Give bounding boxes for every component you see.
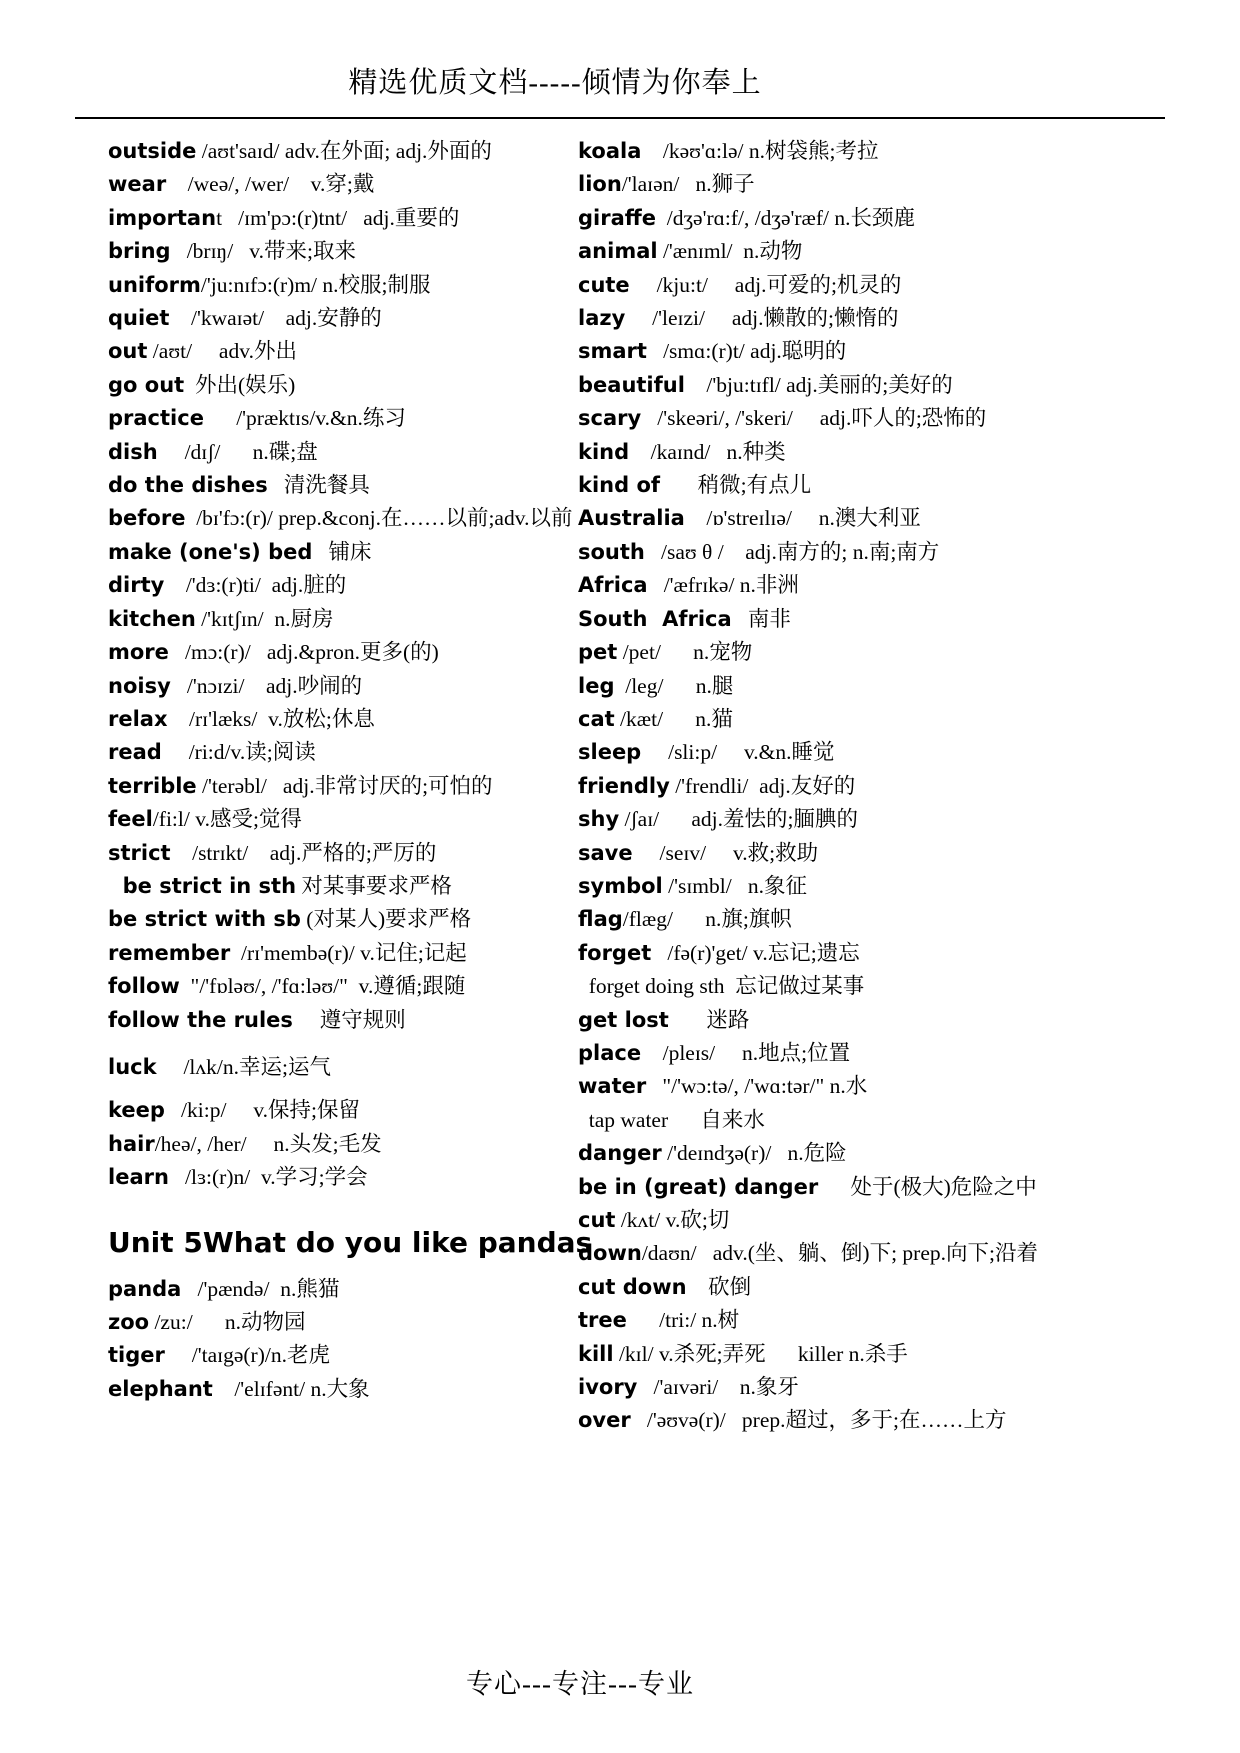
entry-word: pet	[578, 640, 618, 665]
entry-text: 砍倒	[686, 1274, 752, 1299]
entry-word: cut down	[578, 1274, 687, 1299]
vocab-entry	[108, 670, 578, 703]
entry-word: beautiful	[578, 372, 685, 397]
document-body	[0, 135, 1038, 1438]
entry-word: learn	[108, 1165, 169, 1190]
entry-word: shy	[578, 807, 620, 832]
entry-word: dirty	[108, 573, 165, 598]
entry-text: /saʊ θ / adj.南方的; n.南;南方	[644, 539, 940, 564]
vocab-entry	[108, 937, 578, 970]
vocab-entry	[578, 970, 1038, 1003]
vocab-entry	[108, 502, 578, 535]
entry-text: /strɪkt/ adj.严格的;严厉的	[170, 840, 437, 865]
vocab-entry	[108, 1004, 578, 1037]
entry-text: /pleɪs/ n.地点;位置	[641, 1040, 851, 1065]
entry-text: /'kɪtʃɪn/ n.厨房	[195, 606, 334, 631]
entry-text: /heə/, /her/ n.头发;毛发	[154, 1131, 382, 1156]
entry-word: be strict in sth	[108, 873, 297, 898]
vocab-entry	[578, 235, 1038, 268]
vocab-entry	[108, 1161, 578, 1194]
vocab-entry	[108, 803, 578, 836]
vocab-entry	[108, 1051, 578, 1084]
entry-word: dish	[108, 439, 158, 464]
entry-word: strict	[108, 840, 171, 865]
entry-text: /mɔ:(r)/ adj.&pron.更多(的)	[168, 640, 439, 665]
vocab-entry	[108, 569, 578, 602]
vocab-entry	[108, 1094, 578, 1127]
vocab-entry	[108, 536, 578, 569]
vocab-entry	[108, 703, 578, 736]
entry-word: be in (great) danger	[578, 1174, 819, 1199]
vocab-entry	[578, 436, 1038, 469]
vocab-entry	[108, 369, 578, 402]
entry-text: /'æfrɪkə/ n.非洲	[647, 573, 799, 598]
entry-text: 铺床	[312, 539, 372, 564]
entry-text: /brɪŋ/ v.带来;取来	[170, 239, 356, 264]
entry-text: /'deɪndʒə(r)/ n.危险	[661, 1141, 847, 1166]
entry-word: cut	[578, 1208, 616, 1232]
entry-text: /'taɪgə(r)/n.老虎	[164, 1343, 330, 1368]
vocab-entry	[108, 1306, 578, 1339]
entry-word: relax	[108, 706, 168, 731]
vocab-entry	[108, 235, 578, 268]
entry-word: read	[108, 740, 162, 765]
entry-text: tap water 自来水	[578, 1107, 765, 1132]
entry-text: /ki:p/ v.保持;保留	[164, 1098, 361, 1123]
entry-text: "/'fɒləʊ/, /'fɑ:ləʊ/" v.遵循;跟随	[179, 974, 466, 999]
vocab-entry	[578, 1037, 1038, 1070]
entry-word: south	[578, 539, 645, 564]
entry-text: /'bju:tɪfl/ adj.美丽的;美好的	[684, 372, 953, 397]
entry-text: /'skeəri/, /'skeri/ adj.吓人的;恐怖的	[641, 406, 987, 431]
entry-text: /dɪʃ/ n.碟;盘	[157, 439, 318, 464]
page-footer-text: 专心---专注---专业	[466, 1669, 694, 1699]
vocab-entry	[578, 1271, 1038, 1304]
entry-word: cute	[578, 272, 630, 297]
vocab-entry	[578, 903, 1038, 936]
vocab-entry	[578, 603, 1038, 636]
entry-word: luck	[108, 1054, 157, 1079]
entry-text: /'aɪvəri/ n.象牙	[637, 1375, 799, 1400]
entry-text: /'pændə/ n.熊猫	[181, 1276, 340, 1301]
vocab-entry	[578, 870, 1038, 903]
entry-word: outside	[108, 139, 197, 163]
entry-text: "/'wɔ:tə/, /'wɑ:tər/" n.水	[646, 1074, 868, 1099]
entry-word: danger	[578, 1141, 662, 1166]
entry-word: friendly	[578, 773, 670, 798]
entry-word: sleep	[578, 740, 642, 765]
vocab-entry	[108, 135, 578, 168]
vocab-entry	[578, 1404, 1038, 1437]
entry-word: go out	[108, 372, 185, 397]
entry-text: 稍微;有点儿	[660, 473, 812, 498]
vocab-entry	[578, 536, 1038, 569]
vocab-entry	[108, 302, 578, 335]
vocab-entry	[578, 269, 1038, 302]
vocab-entry	[578, 1237, 1038, 1270]
vocab-entry	[578, 1371, 1038, 1404]
entry-text: /'nɔɪzi/ adj.吵闹的	[170, 673, 363, 698]
vocab-entry	[108, 770, 578, 803]
entry-word: get lost	[578, 1007, 669, 1032]
entry-word: kitchen	[108, 606, 196, 631]
entry-text: 处于(极大)危险之中	[818, 1174, 1037, 1199]
vocab-entry	[108, 837, 578, 870]
entry-text: /'dɜ:(r)ti/ adj.脏的	[164, 573, 347, 598]
entry-word: keep	[108, 1098, 165, 1123]
entry-text: /'ju:nɪfɔ:(r)m/ n.校服;制服	[200, 272, 431, 297]
entry-word: koala	[578, 139, 642, 163]
entry-text: /kəʊ'ɑ:lə/ n.树袋熊;考拉	[641, 139, 879, 163]
entry-word: animal	[578, 239, 658, 264]
entry-text: /rɪ'læks/ v.放松;休息	[167, 706, 375, 731]
vocab-column-left	[108, 135, 593, 1406]
entry-text: /bɪ'fɔ:(r)/ prep.&conj.在……以前;adv.以前	[185, 506, 573, 531]
entry-word: bring	[108, 239, 171, 264]
entry-text: (对某人)要求严格	[300, 907, 472, 932]
entry-text: /'elɪfənt/ n.大象	[212, 1376, 370, 1401]
entry-text: /kɪl/ v.杀死;弄死 killer n.杀手	[613, 1341, 908, 1366]
vocab-entry	[578, 569, 1038, 602]
vocab-entry	[108, 168, 578, 201]
entry-text: /kju:t/ adj.可爱的;机灵的	[629, 272, 902, 297]
entry-word: kill	[578, 1341, 614, 1366]
page-header-title: 精选优质文档-----倾情为你奉上	[348, 67, 762, 99]
entry-word: South Africa	[578, 606, 732, 631]
entry-text: /'laɪən/ n.狮子	[621, 172, 755, 197]
spacer	[108, 1037, 578, 1051]
vocab-entry	[578, 937, 1038, 970]
entry-text: /dʒə'rɑ:f/, /dʒə'ræf/ n.长颈鹿	[656, 205, 916, 230]
entry-word: over	[578, 1408, 631, 1433]
entry-text: /leg/ n.腿	[614, 673, 734, 698]
entry-word: flag	[578, 907, 623, 932]
entry-text: /kʌt/ v.砍;切	[615, 1208, 730, 1232]
entry-text: /'əʊvə(r)/ prep.超过，多于;在……上方	[630, 1408, 1007, 1433]
vocab-entry	[108, 903, 578, 936]
entry-word: ivory	[578, 1375, 638, 1400]
entry-text: /tri:/ n.树	[626, 1308, 740, 1333]
vocab-entry	[108, 335, 578, 368]
entry-word: symbol	[578, 873, 663, 898]
entry-word: make (one's) bed	[108, 539, 313, 564]
vocab-entry	[108, 870, 578, 903]
entry-word: Australia	[578, 506, 685, 531]
entry-text: /weə/, /wer/ v.穿;戴	[166, 172, 375, 197]
vocab-entry	[578, 1070, 1038, 1103]
entry-text: /ri:d/v.读;阅读	[161, 740, 316, 765]
vocab-entry	[578, 1004, 1038, 1037]
entry-word: save	[578, 840, 633, 865]
entry-word: tiger	[108, 1343, 165, 1368]
entry-word: noisy	[108, 673, 171, 698]
vocab-entry	[578, 803, 1038, 836]
entry-word: elephant	[108, 1376, 213, 1401]
entry-word: practice	[108, 406, 204, 431]
entry-text: /fə(r)'get/ v.忘记;遗忘	[651, 940, 860, 965]
vocab-entry	[108, 1373, 578, 1406]
vocab-entry	[578, 502, 1038, 535]
entry-word: giraffe	[578, 205, 657, 230]
entry-word: kind of	[578, 473, 661, 498]
entry-text: /lʌk/n.幸运;运气	[156, 1054, 331, 1079]
vocab-entry	[108, 603, 578, 636]
entry-text: /pet/ n.宠物	[617, 640, 753, 665]
entry-word: lion	[578, 172, 622, 197]
vocab-entry	[578, 1137, 1038, 1170]
entry-word: leg	[578, 673, 615, 698]
vocab-entry	[578, 135, 1038, 168]
entry-text: forget doing sth 忘记做过某事	[578, 974, 865, 999]
entry-text: 迷路	[668, 1007, 750, 1032]
vocab-entry	[108, 1273, 578, 1306]
entry-text: /flæg/ n.旗;旗帜	[622, 907, 792, 932]
entry-text: 对某事要求严格	[296, 873, 452, 898]
entry-text: /aʊt'saɪd/ adv.在外面; adj.外面的	[196, 139, 492, 163]
vocab-entry	[108, 1339, 578, 1372]
vocab-entry	[578, 736, 1038, 769]
entry-word: hair	[108, 1131, 155, 1156]
vocab-entry	[108, 269, 578, 302]
entry-text: /ʃaɪ/ adj.羞怯的;腼腆的	[619, 807, 859, 832]
entry-word: terrible	[108, 773, 197, 798]
entry-word: remember	[108, 940, 231, 965]
entry-word: wear	[108, 172, 167, 197]
entry-text: /zu:/ n.动物园	[149, 1310, 306, 1334]
entry-text: 外出(娱乐)	[184, 372, 296, 397]
entry-text: t /ɪm'pɔ:(r)tnt/ adj.重要的	[216, 205, 460, 230]
vocab-entry	[578, 770, 1038, 803]
entry-text: /sli:p/ v.&n.睡觉	[641, 740, 835, 765]
entry-word: feel	[108, 807, 153, 832]
spacer	[108, 1084, 578, 1094]
entry-text: /ɒ'streɪlɪə/ n.澳大利亚	[684, 506, 921, 531]
vocab-entry	[108, 469, 578, 502]
entry-text: /lɜ:(r)n/ v.学习;学会	[168, 1165, 368, 1190]
entry-text: /'præktɪs/v.&n.练习	[203, 406, 406, 431]
entry-text: /'leɪzi/ adj.懒散的;懒惰的	[625, 306, 899, 331]
entry-word: be strict with sb	[108, 907, 301, 932]
vocab-entry	[578, 369, 1038, 402]
vocab-entry	[578, 1338, 1038, 1371]
entry-text: /kæt/ n.猫	[614, 706, 733, 731]
entry-text: /'kwaɪət/ adj.安静的	[169, 306, 382, 331]
vocab-entry	[578, 1171, 1038, 1204]
vocab-entry	[578, 837, 1038, 870]
vocab-entry	[108, 402, 578, 435]
vocab-entry	[578, 1204, 1038, 1237]
vocab-entry	[578, 168, 1038, 201]
vocab-entry	[578, 703, 1038, 736]
entry-word: scary	[578, 406, 642, 431]
vocab-entry	[108, 636, 578, 669]
entry-word: smart	[578, 339, 647, 364]
unit-heading: Unit 5What do you like pandas	[108, 1225, 593, 1259]
vocab-column-right	[578, 135, 1038, 1438]
entry-text: /'sɪmbl/ n.象征	[662, 873, 807, 898]
vocab-entry	[578, 335, 1038, 368]
entry-text: /fi:l/ v.感受;觉得	[152, 807, 302, 832]
entry-word: importan	[108, 205, 217, 230]
entry-word: place	[578, 1040, 642, 1065]
vocab-entry	[578, 402, 1038, 435]
vocab-entry	[578, 1304, 1038, 1337]
entry-word: more	[108, 640, 169, 665]
entry-word: follow the rules	[108, 1007, 293, 1032]
entry-text: 遵守规则	[292, 1007, 406, 1032]
vocab-entry	[108, 202, 578, 235]
vocab-entry	[578, 636, 1038, 669]
header-divider	[75, 117, 1165, 119]
entry-word: down	[578, 1241, 642, 1266]
entry-text: /aʊt/ adv.外出	[147, 339, 297, 364]
entry-word: tree	[578, 1308, 627, 1333]
vocab-entry	[108, 1128, 578, 1161]
entry-text: /'ænɪml/ n.动物	[657, 239, 803, 264]
entry-word: panda	[108, 1276, 182, 1301]
entry-word: zoo	[108, 1310, 150, 1334]
vocab-entry	[578, 670, 1038, 703]
entry-word: cat	[578, 706, 615, 731]
entry-word: forget	[578, 940, 652, 965]
vocab-entry	[578, 202, 1038, 235]
entry-word: do the dishes	[108, 473, 268, 498]
entry-text: /'frendli/ adj.友好的	[669, 773, 856, 798]
entry-word: kind	[578, 439, 630, 464]
entry-word: lazy	[578, 306, 626, 331]
entry-text: /'terəbl/ adj.非常讨厌的;可怕的	[196, 773, 493, 798]
entry-text: /seɪv/ v.救;救助	[632, 840, 819, 865]
entry-word: Africa	[578, 573, 648, 598]
vocab-entry	[578, 469, 1038, 502]
entry-text: /daʊn/ adv.(坐、躺、倒)下; prep.向下;沿着	[641, 1241, 1038, 1266]
entry-word: out	[108, 339, 148, 364]
entry-word: water	[578, 1074, 647, 1099]
vocab-entry	[108, 736, 578, 769]
entry-text: 清洗餐具	[267, 473, 370, 498]
vocab-entry	[108, 436, 578, 469]
entry-text: /kaɪnd/ n.种类	[629, 439, 786, 464]
vocab-entry	[578, 1104, 1038, 1137]
entry-text: /smɑ:(r)t/ adj.聪明的	[646, 339, 847, 364]
entry-text: 南非	[731, 606, 791, 631]
vocab-entry	[108, 970, 578, 1003]
entry-text: /rɪ'membə(r)/ v.记住;记起	[230, 940, 467, 965]
entry-word: quiet	[108, 306, 170, 331]
vocab-entry	[578, 302, 1038, 335]
entry-word: follow	[108, 974, 180, 999]
entry-word: uniform	[108, 272, 201, 297]
entry-word: before	[108, 506, 186, 531]
